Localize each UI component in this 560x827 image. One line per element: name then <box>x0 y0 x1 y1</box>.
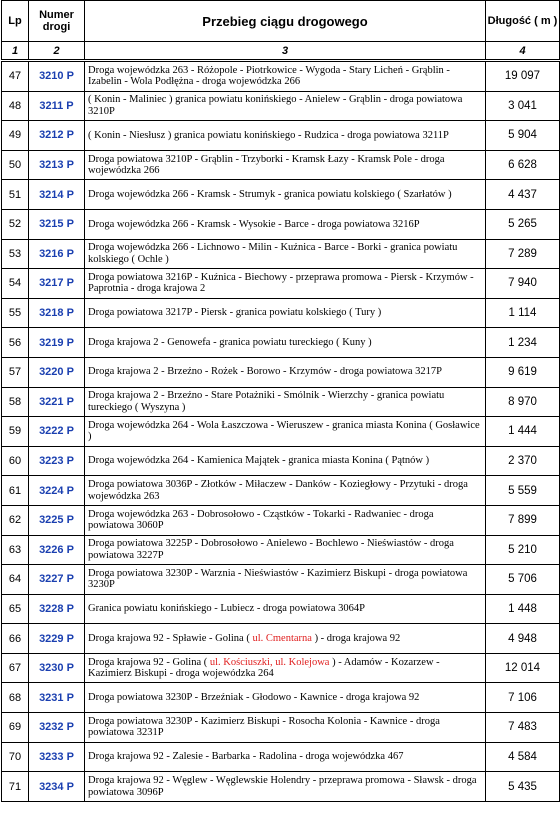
row-lp: 60 <box>2 446 29 476</box>
table-row <box>2 535 560 565</box>
route-text: Droga powiatowa 3230P - Warznia - Nieświastów - Kazimierz Biskupi - droga powiatowa 3230P <box>88 567 468 591</box>
row-length: 9 619 <box>486 357 560 387</box>
roads-table <box>1 0 560 802</box>
table-row <box>2 653 560 683</box>
route-text: Droga krajowa 2 - Genowefa - granica powiatu tureckiego ( Kuny ) <box>88 336 372 348</box>
route-text: Droga powiatowa 3217P - Piersk - granica powiatu kolskiego ( Tury ) <box>88 307 382 319</box>
row-length: 1 234 <box>486 328 560 358</box>
row-length: 7 483 <box>486 713 560 743</box>
row-route <box>85 298 486 328</box>
row-route <box>85 150 486 180</box>
row-length: 5 435 <box>486 772 560 802</box>
route-text: Droga wojewódzka 264 - Kamienica Majątek - granica miasta Konina ( Pątnów ) <box>88 455 430 467</box>
row-length: 3 041 <box>486 91 560 121</box>
row-lp: 55 <box>2 298 29 328</box>
table-row <box>2 446 560 476</box>
row-lp: 51 <box>2 180 29 210</box>
row-lp: 48 <box>2 91 29 121</box>
row-lp: 47 <box>2 61 29 92</box>
row-lp: 65 <box>2 594 29 624</box>
row-lp: 57 <box>2 357 29 387</box>
row-lp: 58 <box>2 387 29 417</box>
row-route <box>85 180 486 210</box>
row-road-number: 3216 P <box>29 239 85 269</box>
row-route <box>85 535 486 565</box>
row-lp: 56 <box>2 328 29 358</box>
header-route: Przebieg ciągu drogowego <box>85 1 486 42</box>
row-route <box>85 653 486 683</box>
row-road-number: 3215 P <box>29 209 85 239</box>
table-row <box>2 91 560 121</box>
table-row <box>2 357 560 387</box>
row-length: 4 437 <box>486 180 560 210</box>
route-text: Droga powiatowa 3036P - Złotków - Miłaczew - Danków - Koziegłowy - Przytuki - droga wojewódzka 263 <box>88 479 468 502</box>
route-text: Droga powiatowa 3216P - Kuźnica - Biechowy - przeprawa promowa - Piersk - Krzymów - Paprotnia - droga krajowa 2 <box>88 271 474 295</box>
route-text: Droga wojewódzka 264 - Wola Łaszczowa - Wieruszew - granica miasta Konina ( Gosławice ) <box>88 419 480 443</box>
row-road-number: 3233 P <box>29 742 85 772</box>
row-length: 1 448 <box>486 594 560 624</box>
row-lp: 69 <box>2 713 29 743</box>
row-route <box>85 476 486 506</box>
row-road-number: 3224 P <box>29 476 85 506</box>
route-text: Droga krajowa 92 - Spławie - Golina ( <box>88 632 253 644</box>
table-row <box>2 476 560 506</box>
table-row <box>2 328 560 358</box>
row-road-number: 3219 P <box>29 328 85 358</box>
row-length: 7 899 <box>486 505 560 535</box>
table-row <box>2 209 560 239</box>
row-lp: 68 <box>2 683 29 713</box>
row-route <box>85 565 486 595</box>
row-length: 7 289 <box>486 239 560 269</box>
row-length: 5 559 <box>486 476 560 506</box>
row-length: 7 106 <box>486 683 560 713</box>
row-route <box>85 772 486 802</box>
row-lp: 59 <box>2 417 29 447</box>
row-road-number: 3230 P <box>29 653 85 683</box>
row-road-number: 3212 P <box>29 121 85 151</box>
route-text: Granica powiatu konińskiego - Lubiecz - droga powiatowa 3064P <box>88 603 366 615</box>
row-length: 4 948 <box>486 624 560 654</box>
row-route <box>85 624 486 654</box>
table-row <box>2 565 560 595</box>
column-number-4: 4 <box>486 42 560 61</box>
table-row <box>2 594 560 624</box>
table-row <box>2 742 560 772</box>
header-road-number: Numer drogi <box>29 1 85 42</box>
table-row <box>2 239 560 269</box>
route-text: Droga krajowa 2 - Brzeźno - Stare Potażniki - Smólnik - Wierzchy - granica powiatu tureckiego ( Wyszyna ) <box>88 390 445 413</box>
route-street-highlight: ul. Kościuszki, ul. Kolejowa <box>209 656 330 668</box>
row-length: 1 444 <box>486 417 560 447</box>
row-route <box>85 594 486 624</box>
header-length: Długość ( m ) <box>486 1 560 42</box>
route-text: ) - droga krajowa 92 <box>311 632 401 644</box>
row-road-number: 3211 P <box>29 91 85 121</box>
row-lp: 49 <box>2 121 29 151</box>
row-route <box>85 269 486 299</box>
row-route <box>85 357 486 387</box>
row-road-number: 3234 P <box>29 772 85 802</box>
row-road-number: 3213 P <box>29 150 85 180</box>
route-text: Droga wojewódzka 263 - Dobrosołowo - Cząstków - Tokarki - Radwaniec - droga powiatowa 3060P <box>88 508 434 532</box>
route-text: Droga krajowa 92 - Węglew - Węglewskie Holendry - przeprawa promowa - Sławsk - droga powiatowa 3096P <box>88 775 477 798</box>
row-route <box>85 387 486 417</box>
row-route <box>85 121 486 151</box>
row-road-number: 3221 P <box>29 387 85 417</box>
row-lp: 61 <box>2 476 29 506</box>
row-road-number: 3228 P <box>29 594 85 624</box>
row-route <box>85 328 486 358</box>
route-text: ( Konin - Maliniec ) granica powiatu konińskiego - Anielew - Grąblin - droga powiatowa 3210P <box>88 94 463 117</box>
row-lp: 52 <box>2 209 29 239</box>
row-road-number: 3225 P <box>29 505 85 535</box>
route-text: Droga krajowa 92 - Zalesie - Barbarka - Radolina - droga wojewódzka 467 <box>88 751 404 763</box>
row-lp: 63 <box>2 535 29 565</box>
row-road-number: 3229 P <box>29 624 85 654</box>
table-row <box>2 61 560 92</box>
route-text: Droga wojewódzka 266 - Kramsk - Strumyk - granica powiatu kolskiego ( Szarłatów ) <box>88 188 452 200</box>
route-text: Droga powiatowa 3230P - Brzeźniak - Głodowo - Kawnice - droga krajowa 92 <box>88 692 420 704</box>
row-route <box>85 683 486 713</box>
table-row <box>2 417 560 447</box>
row-length: 7 940 <box>486 269 560 299</box>
row-lp: 54 <box>2 269 29 299</box>
route-text: Droga powiatowa 3225P - Dobrosołowo - Anielewo - Bochlewo - Nieświastów - droga powiatowa 3227P <box>88 538 454 561</box>
table-row <box>2 298 560 328</box>
route-text: Droga wojewódzka 266 - Lichnowo - Milin - Kuźnica - Barce - Borki - granica powiatu kolskiego ( Ochle ) <box>88 242 458 265</box>
row-road-number: 3227 P <box>29 565 85 595</box>
row-road-number: 3210 P <box>29 61 85 92</box>
route-text: Droga powiatowa 3210P - Grąblin - Trzyborki - Kramsk Łazy - Kramsk Pole - droga wojewódzka 266 <box>88 153 445 177</box>
row-road-number: 3214 P <box>29 180 85 210</box>
row-lp: 64 <box>2 565 29 595</box>
row-length: 2 370 <box>486 446 560 476</box>
route-street-highlight: ul. Cmentarna <box>252 632 312 644</box>
row-length: 6 628 <box>486 150 560 180</box>
row-length: 12 014 <box>486 653 560 683</box>
row-route <box>85 61 486 92</box>
row-road-number: 3217 P <box>29 269 85 299</box>
table-row <box>2 150 560 180</box>
row-route <box>85 505 486 535</box>
route-text: Droga powiatowa 3230P - Kazimierz Biskupi - Rosocha Kolonia - Kawnice - droga powiatowa 3231P <box>88 715 440 739</box>
column-number-2: 2 <box>29 42 85 61</box>
row-lp: 71 <box>2 772 29 802</box>
column-number-3: 3 <box>85 42 486 61</box>
row-lp: 62 <box>2 505 29 535</box>
table-row <box>2 772 560 802</box>
table-row <box>2 505 560 535</box>
header-lp: Lp <box>2 1 29 42</box>
table-row <box>2 713 560 743</box>
row-road-number: 3232 P <box>29 713 85 743</box>
column-number-1: 1 <box>2 42 29 61</box>
row-route <box>85 239 486 269</box>
row-road-number: 3218 P <box>29 298 85 328</box>
row-route <box>85 91 486 121</box>
row-length: 4 584 <box>486 742 560 772</box>
route-text: Droga wojewódzka 263 - Różopole - Piotrkowice - Wygoda - Stary Licheń - Grąblin - Izabelin - Wola Podłężna - droga wojewódzka 266 <box>88 64 450 88</box>
row-length: 5 210 <box>486 535 560 565</box>
row-lp: 67 <box>2 653 29 683</box>
route-text: Droga wojewódzka 266 - Kramsk - Wysokie - Barce - droga powiatowa 3216P <box>88 218 420 230</box>
table-row <box>2 269 560 299</box>
row-road-number: 3222 P <box>29 417 85 447</box>
row-road-number: 3226 P <box>29 535 85 565</box>
row-lp: 66 <box>2 624 29 654</box>
table-row <box>2 683 560 713</box>
row-route <box>85 742 486 772</box>
route-text: Droga krajowa 92 - Golina ( <box>88 656 210 668</box>
row-length: 5 706 <box>486 565 560 595</box>
row-route <box>85 209 486 239</box>
table-body <box>2 61 560 802</box>
row-length: 5 265 <box>486 209 560 239</box>
row-lp: 53 <box>2 239 29 269</box>
row-road-number: 3220 P <box>29 357 85 387</box>
row-road-number: 3231 P <box>29 683 85 713</box>
row-length: 8 970 <box>486 387 560 417</box>
route-text: Droga krajowa 2 - Brzeźno - Rożek - Borowo - Krzymów - droga powiatowa 3217P <box>88 366 442 378</box>
row-route <box>85 713 486 743</box>
table-row <box>2 180 560 210</box>
row-road-number: 3223 P <box>29 446 85 476</box>
route-text: ) - Adamów - Kozarzew - Kazimierz Biskupi - droga wojewódzka 264 <box>88 656 440 680</box>
row-route <box>85 417 486 447</box>
row-length: 19 097 <box>486 61 560 92</box>
row-route <box>85 446 486 476</box>
table-row <box>2 121 560 151</box>
row-length: 5 904 <box>486 121 560 151</box>
row-length: 1 114 <box>486 298 560 328</box>
table-row <box>2 624 560 654</box>
row-lp: 50 <box>2 150 29 180</box>
row-lp: 70 <box>2 742 29 772</box>
table-row <box>2 387 560 417</box>
route-text: ( Konin - Niesłusz ) granica powiatu konińskiego - Rudzica - droga powiatowa 3211P <box>88 129 449 141</box>
